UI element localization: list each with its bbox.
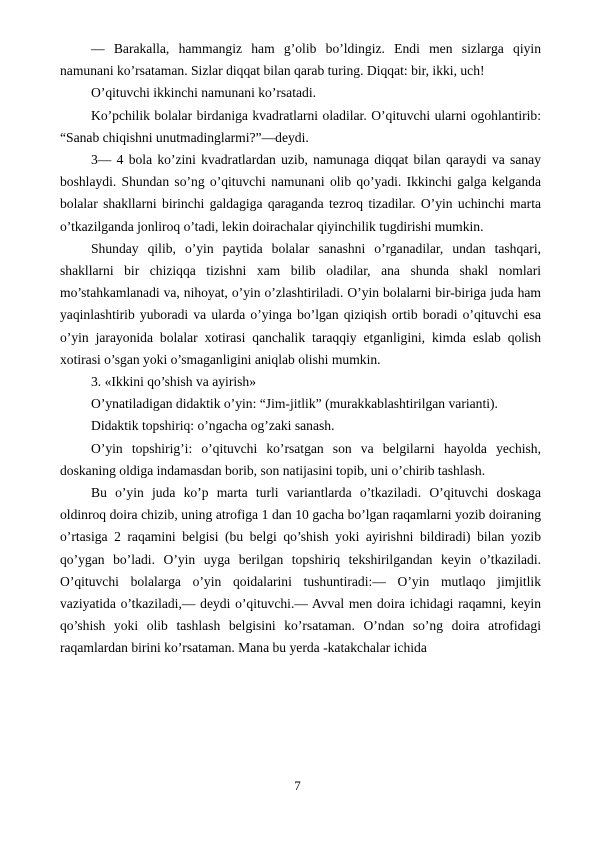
paragraph-1: — Barakalla, hammangiz ham g’olib bo’ldingiz. Endi men sizlarga qiyin namunani ko’rsataman. Sizlar diqqat bilan qarab turing. Diqqat: bir, ikki, uch!	[60, 41, 541, 79]
body-text	[60, 38, 541, 660]
section-heading: 3. «Ikkini qo’shish va ayirish»	[91, 374, 257, 390]
paragraph-didactic-task: Didaktik topshiriq: o’ngacha og’zaki sanash.	[91, 418, 335, 434]
paragraph-game-name: O’ynatiladigan didaktik o’yin: “Jim-jitlik” (murakkablashtirilgan varianti).	[91, 396, 498, 412]
paragraph-3: Ko’pchilik bolalar birdaniga kvadratlarni oladilar. O’qituvchi ularni ogohlantirib: “Sanab chiqishni unutmadinglarmi?”—deydi.	[60, 107, 541, 145]
paragraph-game-task: O’yin topshirig’i: o’qituvchi ko’rsatgan son va belgilarni hayolda yechish, doskaning oldiga indamasdan borib, son natijasini topib, uni o’chirib tashlash.	[60, 440, 541, 478]
page-number: 7	[294, 778, 301, 793]
paragraph-2: O’qituvchi ikkinchi namunani ko’rsatadi.	[91, 85, 317, 101]
paragraph-5: Shunday qilib, o’yin paytida bolalar sanashni o’rganadilar, undan tashqari, shakllarni bir chiziqqa tizishni xam bilib oladilar, ana shunda shakl nomlari mo’stahkamlanadi va, nihoyat, o’yin o’zlashtiriladi. O’yin bolalarni bir-biriga juda ham yaqinlashtirib yuboradi va ularda o’yinga bo’lgan qiziqish ortib boradi o’qituvchi esa o’yin jarayonida bolalar xotirasi qanchalik taraqqiy etganligini, kimda eslab qolish xotirasi o’sgan yoki o’smaganligini aniqlab olishi mumkin.	[60, 240, 541, 367]
paragraph-game-description: Bu o’yin juda ko’p marta turli variantlarda o’tkaziladi. O’qituvchi doskaga oldinroq doira chizib, uning atrofiga 1 dan 10 gacha bo’lgan raqamlarni yozib doiraning o’rtasiga 2 raqamini belgisi (bu belgi qo’shish yoki ayirishni bildiradi) bilan yozib qo’ygan bo’ladi. O’yin uyga berilgan topshiriq tekshirilgandan keyin o’tkaziladi. O’qituvchi bolalarga o’yin qoidalarini tushuntiradi:— O’yin mutlaqo jimjitlik vaziyatida o’tkaziladi,— deydi o’qituvchi.— Avval men doira ichidagi raqamni, keyin qo’shish yoki olib tashlash belgisini ko’rsataman. O’ndan so’ng doira atrofidagi raqamlardan birini ko’rsataman. Mana bu yerda -katakchalar ichida	[60, 485, 541, 656]
paragraph-4: 3— 4 bola ko’zini kvadratlardan uzib, namunaga diqqat bilan qaraydi va sanay boshlaydi. Shundan so’ng o’qituvchi namunani olib qo’yadi. Ikkinchi galga kelganda bolalar shakllarni birinchi galdagiga qaraganda tezroq tizadilar. O’yin uchinchi marta o’tkazilganda jonliroq o’tadi, lekin doirachalar qiyinchilik tugdirishi mumkin.	[60, 152, 541, 234]
